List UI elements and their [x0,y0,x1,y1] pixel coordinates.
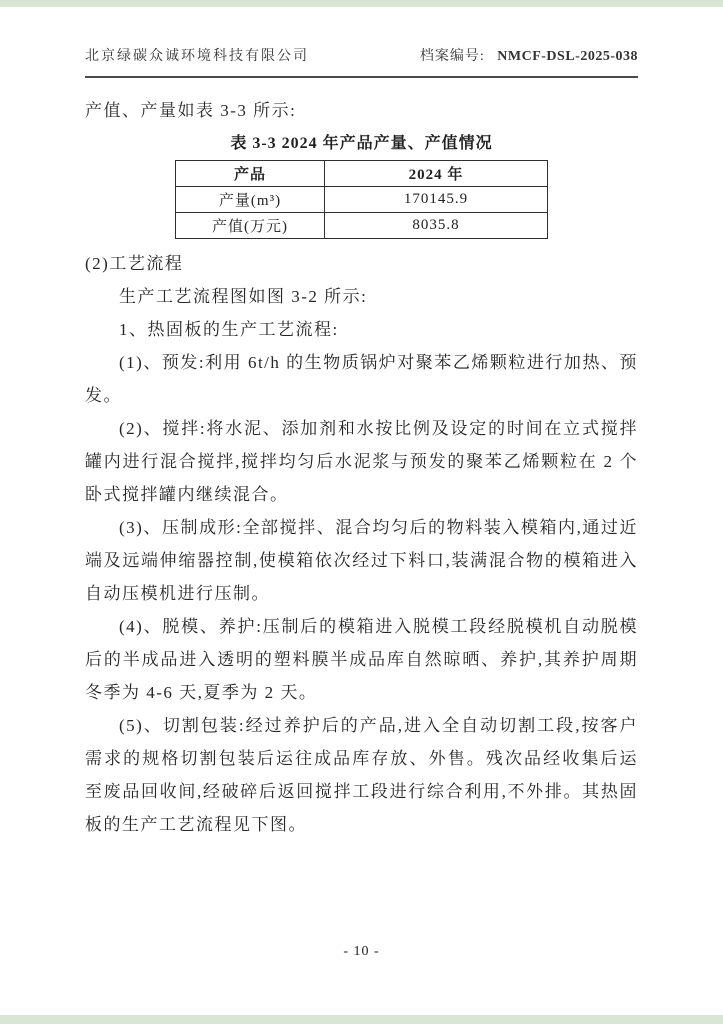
production-table [175,160,548,239]
table-caption: 表 3-3 2024 年产品产量、产值情况 [230,135,493,152]
table-header-product: 产品 [176,161,325,187]
body-paragraph: (4)、脱模、养护:压制后的模箱进入脱模工段经脱模机自动脱模后的半成品进入透明的塑料膜半成品库自然晾晒、养护,其养护周期冬季为 4-6 天,夏季为 2 天。 [85,617,638,702]
body-paragraph: 1、热固板的生产工艺流程: [119,320,339,339]
body-paragraph: 生产工艺流程图如图 3-2 所示: [119,287,368,306]
document-page [0,7,723,1015]
body-paragraph: (3)、压制成形:全部搅拌、混合均匀后的物料装入模箱内,通过近端及远端伸缩器控制,使模箱依次经过下料口,装满混合物的模箱进入自动压模机进行压制。 [85,518,638,603]
table-row [176,213,548,239]
intro-paragraph: 产值、产量如表 3-3 所示: [85,101,297,120]
archive-number-block [420,47,638,67]
document-header [85,7,638,78]
company-name: 北京绿碳众诚环境科技有限公司 [85,49,309,64]
body-paragraph: (1)、预发:利用 6t/h 的生物质锅炉对聚苯乙烯颗粒进行加热、预发。 [85,353,638,405]
section-heading: (2)工艺流程 [85,254,184,273]
body-paragraph: (2)、搅拌:将水泥、添加剂和水按比例及设定的时间在立式搅拌罐内进行混合搅拌,搅拌均匀后水泥浆与预发的聚苯乙烯颗粒在 2 个卧式搅拌罐内继续混合。 [85,419,638,504]
table-cell-output-label: 产量(m³) [176,187,325,213]
page-number: - 10 - [343,944,380,959]
archive-label: 档案编号: [419,49,485,64]
table-cell-output-value: 170145.9 [325,187,548,213]
table-header-row [176,161,548,187]
table-header-year: 2024 年 [325,161,548,187]
body-paragraphs [85,247,638,841]
page-content [0,7,723,841]
table-cell-value-value: 8035.8 [325,213,548,239]
table-cell-value-label: 产值(万元) [176,213,325,239]
table-row [176,187,548,213]
archive-number: NMCF-DSL-2025-038 [497,49,638,64]
body-paragraph: (5)、切割包装:经过养护后的产品,进入全自动切割工段,按客户需求的规格切割包装后运往成品库存放、外售。残次品经收集后运至废品回收间,经破碎后返回搅拌工段进行综合利用,不外排。其热固板的生产工艺流程见下图。 [85,716,638,834]
